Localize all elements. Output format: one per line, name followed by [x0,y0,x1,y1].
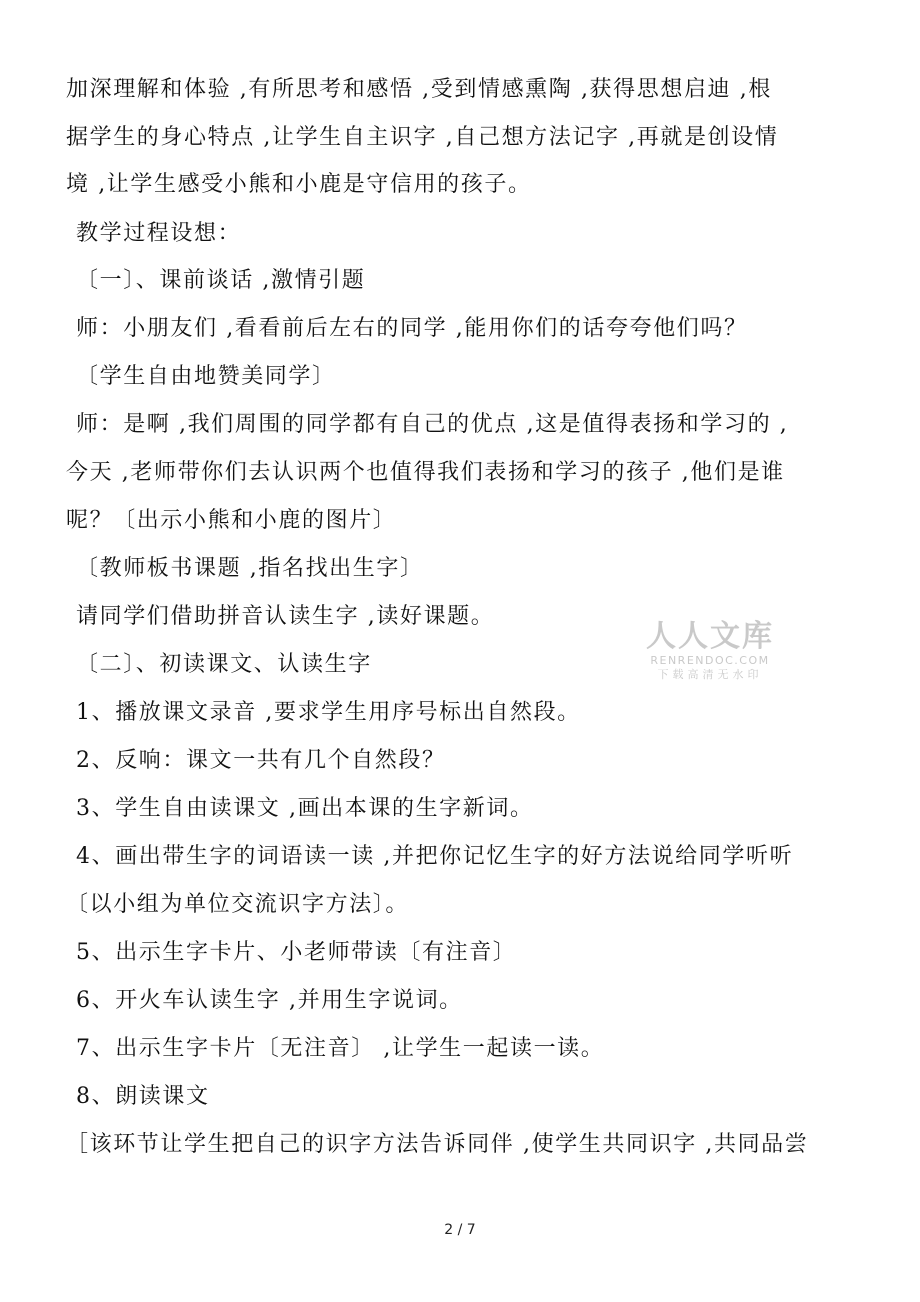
watermark-subtitle: 下载高清无水印 [657,668,763,681]
list-item-8: 8、朗读课文 [76,1084,210,1109]
text-line-10: 呢？〔出示小熊和小鹿的图片〕 [66,508,397,533]
text-line-9: 今天 ,老师带你们去认识两个也值得我们表扬和学习的孩子 ,他们是谁 [66,460,785,485]
list-item-2: 2、反响：课文一共有几个自然段？ [76,748,446,773]
text-line-2: 据学生的身心特点 ,让学生自主识字 ,自己想方法记字 ,再就是创设情 [66,125,779,150]
list-item-4: 4、画出带生字的词语读一读 ,并把你记忆生字的好方法说给同学听听 [76,844,794,869]
page-number: 2 / 7 [444,1222,476,1238]
watermark-domain: RENRENDOC.COM [650,654,770,667]
list-item-5: 5、出示生字卡片、小老师带读〔有注音〕 [76,940,517,965]
section-heading-2: 〔二〕、初读课文、认读生字 [76,652,372,677]
section-heading-process: 教学过程设想： [76,221,242,246]
text-line-8: 师：是啊 ,我们周围的同学都有自己的优点 ,这是值得表扬和学习的 , [76,412,789,437]
list-item-1: 1、播放课文录音 ,要求学生用序号标出自然段。 [76,700,581,725]
section-heading-1: 〔一〕、课前谈话 ,激情引题 [76,268,366,293]
text-line-6: 师：小朋友们 ,看看前后左右的同学 ,能用你们的话夸夸他们吗？ [76,316,748,341]
text-line-12: 请同学们借助拼音认读生字 ,读好课题。 [76,604,495,629]
list-item-4-continued: 〔以小组为单位交流识字方法〕。 [66,892,410,917]
watermark-logo [640,620,780,682]
watermark-title: 人人文库 [646,619,774,654]
text-line-23: ［该环节让学生把自己的识字方法告诉同伴 ,使学生共同识字 ,共同品尝 [66,1132,809,1157]
text-line-1: 加深理解和体验 ,有所思考和感悟 ,受到情感熏陶 ,获得思想启迪 ,根 [66,77,772,102]
text-line-3: 境 ,让学生感受小熊和小鹿是守信用的孩子。 [66,172,532,197]
list-item-6: 6、开火车认读生字 ,并用生字说词。 [76,988,463,1013]
list-item-7: 7、出示生字卡片〔无注音〕 ,让学生一起读一读。 [76,1036,605,1061]
list-item-3: 3、学生自由读课文 ,画出本课的生字新词。 [76,796,534,821]
text-line-7: 〔学生自由地赞美同学〕 [76,364,336,389]
text-line-11: 〔教师板书课题 ,指名找出生字〕 [76,556,424,581]
